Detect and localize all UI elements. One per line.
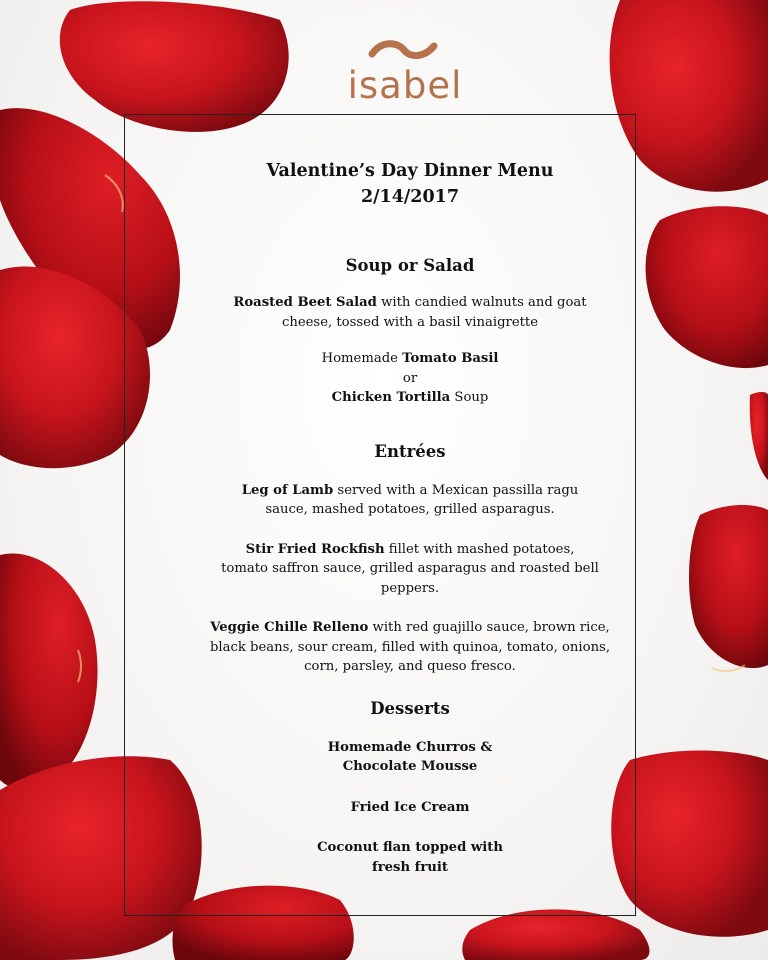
entree-desc: fillet with mashed potatoes, — [384, 541, 575, 557]
salad-desc-1: with candied walnuts and goat — [376, 295, 587, 310]
entree-desc: peppers. — [380, 580, 440, 596]
soup-item — [205, 349, 615, 408]
petal-bottom-2 — [462, 909, 649, 960]
petal-right-1 — [646, 206, 768, 368]
dessert-item — [205, 838, 615, 877]
entree-desc: with red guajillo sauce, brown rice, — [368, 620, 610, 635]
dessert-item — [205, 798, 615, 818]
isabel-logo — [330, 38, 480, 108]
dessert-line: Coconut flan topped with — [317, 840, 503, 855]
brand-name: isabel — [347, 64, 463, 107]
dessert-line: fresh fruit — [372, 859, 448, 875]
logo-swoosh-icon — [368, 38, 438, 62]
entree-name: Veggie Chille Relleno — [210, 620, 369, 635]
section-entrees: Entrées — [374, 441, 446, 461]
petal-right-3 — [689, 505, 768, 668]
dessert-line: Homemade Churros & — [327, 739, 493, 755]
entree-item — [205, 540, 615, 599]
section-soup-salad: Soup or Salad — [345, 256, 475, 275]
menu-content — [205, 158, 615, 877]
salad-item — [205, 293, 615, 332]
dessert-line: Fried Ice Cream — [350, 799, 470, 815]
entree-desc: black beans, sour cream, filled with quinoa, tomato, onions, — [209, 639, 611, 655]
entree-desc: tomato saffron sauce, grilled asparagus and roasted bell — [221, 561, 599, 576]
dessert-item — [205, 738, 615, 777]
soup-prefix: Homemade — [321, 351, 403, 366]
entree-desc: sauce, mashed potatoes, grilled asparagus. — [265, 502, 555, 517]
section-desserts: Desserts — [370, 698, 450, 718]
entree-item — [205, 618, 615, 677]
soup-suffix: Soup — [450, 390, 489, 405]
entree-item — [205, 481, 615, 520]
entree-name: Leg of Lamb — [241, 482, 334, 498]
soup-b: Chicken Tortilla — [331, 390, 451, 405]
salad-desc-2: cheese, tossed with a basil vinaigrette — [281, 314, 539, 330]
salad-name: Roasted Beet Salad — [233, 295, 377, 310]
soup-or: or — [402, 370, 418, 386]
petal-right-2 — [750, 392, 768, 480]
dessert-line: Chocolate Mousse — [342, 759, 478, 774]
menu-date: 2/14/2017 — [360, 187, 460, 207]
petal-left-3 — [0, 553, 98, 791]
entree-name: Stir Fried Rockfish — [245, 541, 385, 557]
entree-desc: served with a Mexican passilla ragu — [333, 482, 579, 498]
petal-top-left — [60, 1, 289, 132]
soup-a: Tomato Basil — [402, 351, 499, 366]
entree-desc: corn, parsley, and queso fresco. — [304, 659, 516, 674]
menu-title: Valentine’s Day Dinner Menu — [266, 161, 554, 181]
